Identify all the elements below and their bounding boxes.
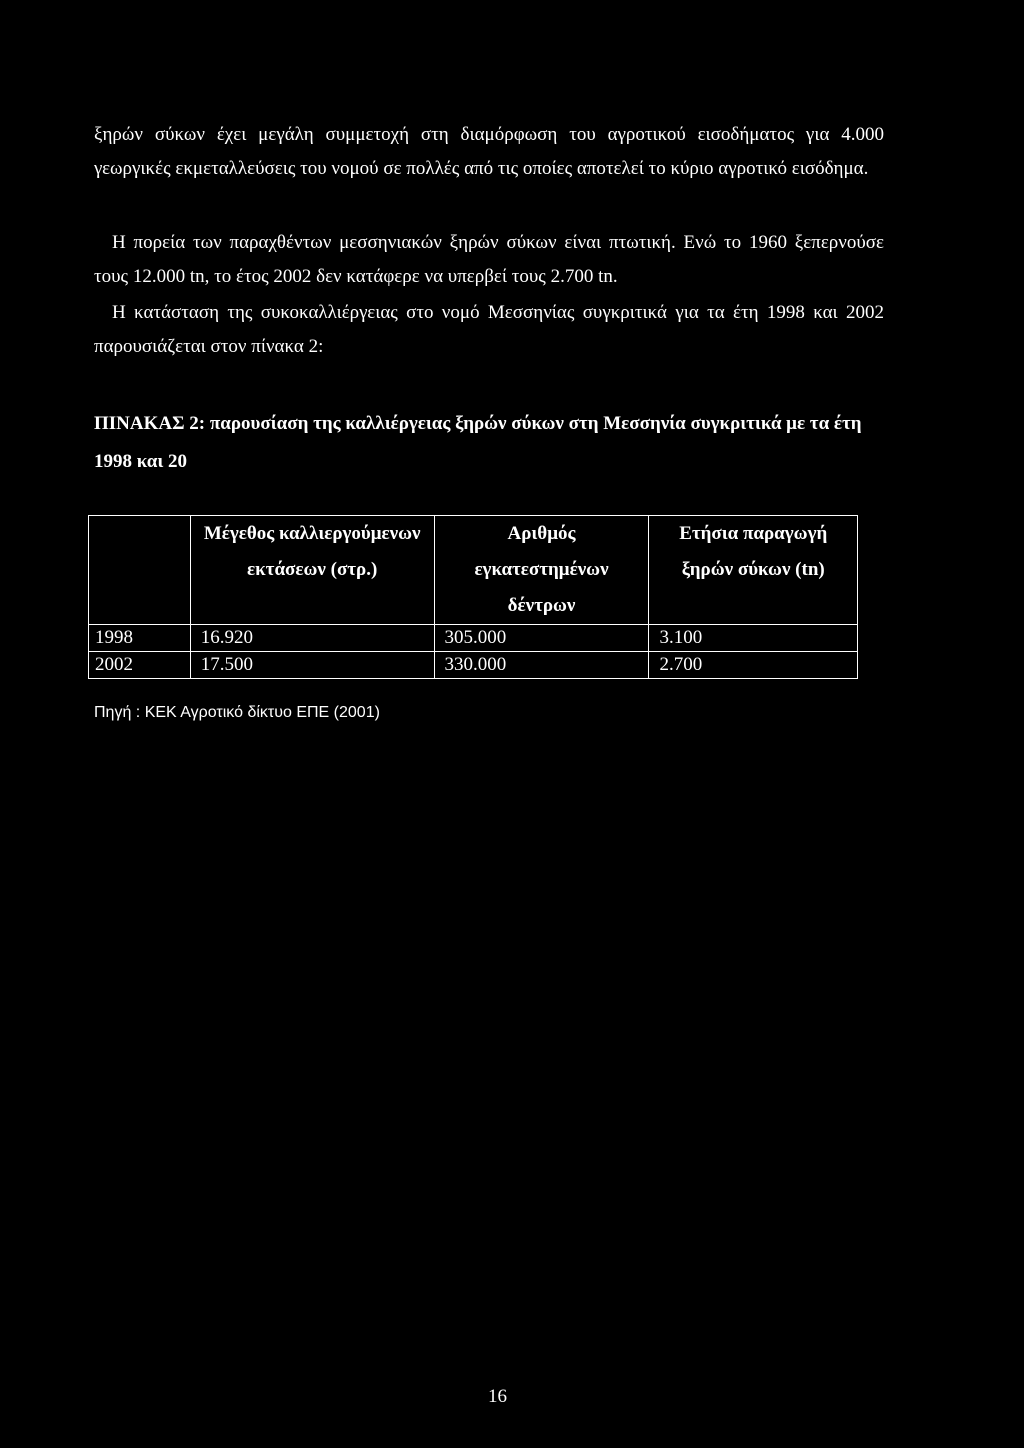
table-cell-year: 2002 (89, 652, 191, 679)
table-header-area: Μέγεθος καλλιεργούμενων εκτάσεων (στρ.) (190, 516, 434, 625)
table-source: Πηγή : ΚΕΚ Αγροτικό δίκτυο ΕΠΕ (2001) (94, 704, 380, 721)
table-header-trees: Αριθμός εγκατεστημένων δέντρων (434, 516, 649, 625)
paragraph-fig-income: ξηρών σύκων έχει μεγάλη συμμετοχή στη διαμόρφωση του αγροτικού εισοδήματος για 4.000 γεωργικές εκμεταλλεύσεις του νομού σε πολλές από τις οποίες αποτελεί το κύριο αγροτικό εισόδημα. (94, 124, 884, 179)
page-number: 16 (488, 1386, 507, 1407)
paragraph-production-trend-text: Η πορεία των παραχθέντων μεσσηνιακών ξηρών σύκων είναι πτωτική. Ενώ το 1960 ξεπερνούσε τους 12.000 tn, το έτος 2002 δεν κατάφερε να υπερβεί τους 2.700 tn. (94, 232, 884, 287)
table-header-production: Ετήσια παραγωγή ξηρών σύκων (tn) (649, 516, 858, 625)
table-row (89, 625, 858, 652)
paragraph-table-intro (94, 296, 884, 364)
table-cell-trees: 330.000 (434, 652, 649, 679)
table-header-corner (89, 516, 191, 625)
table-cell-production: 2.700 (649, 652, 858, 679)
paragraph-production-trend (94, 226, 884, 294)
table-cell-trees: 305.000 (434, 625, 649, 652)
table-cell-production: 3.100 (649, 625, 858, 652)
table-cell-area: 17.500 (190, 652, 434, 679)
table-caption: ΠΙΝΑΚΑΣ 2: παρουσίαση της καλλιέργειας ξηρών σύκων στη Μεσσηνία συγκριτικά με τα έτη 1998 και 20 (94, 413, 862, 472)
table-header-row (89, 516, 858, 625)
table-row (89, 652, 858, 679)
table-cell-year: 1998 (89, 625, 191, 652)
fig-cultivation-table (88, 515, 858, 679)
table-cell-area: 16.920 (190, 625, 434, 652)
paragraph-table-intro-text: Η κατάσταση της συκοκαλλιέργειας στο νομό Μεσσηνίας συγκριτικά για τα έτη 1998 και 2002 παρουσιάζεται στον πίνακα 2: (94, 302, 884, 357)
